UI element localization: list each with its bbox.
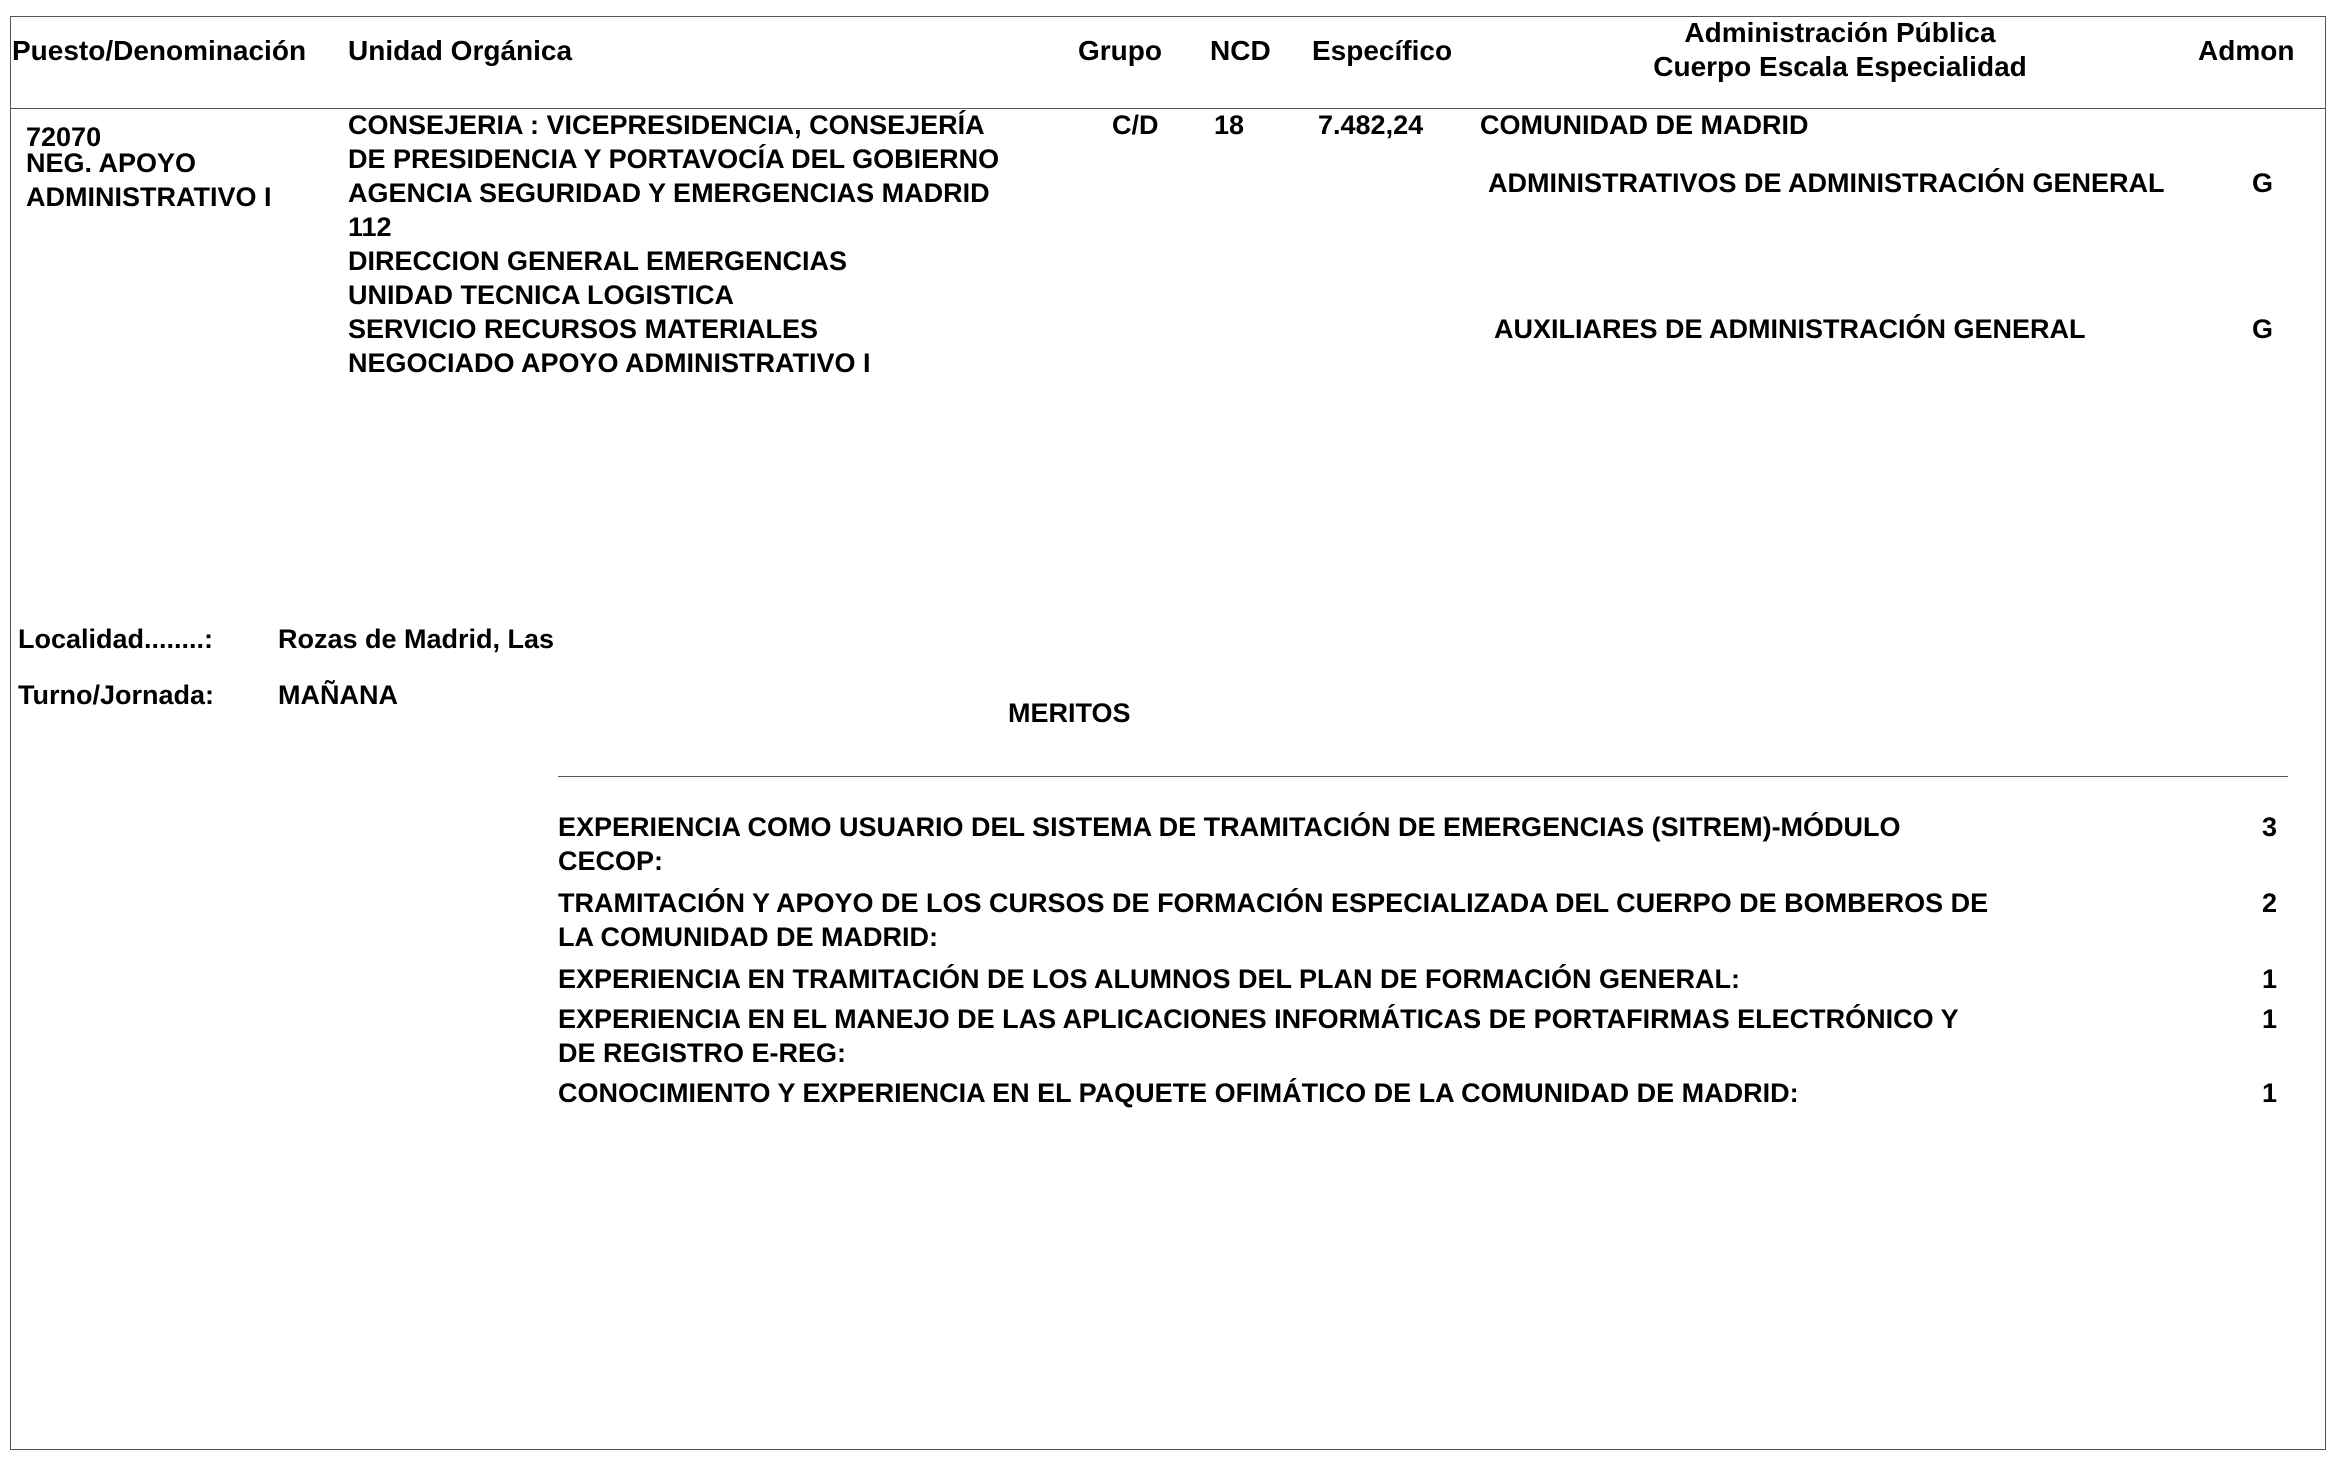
row-grupo: C/D <box>1112 110 1159 140</box>
unidad-line-5: DIRECCION GENERAL EMERGENCIAS <box>348 246 848 276</box>
meritos-divider <box>558 776 2288 777</box>
header-admin-publica: Administración Pública <box>1684 17 1996 48</box>
cuerpo-2-admon: G <box>2252 314 2274 344</box>
merito-4-line-2: DE REGISTRO E-REG: <box>558 1038 847 1068</box>
merito-4-points: 1 <box>2262 1004 2278 1034</box>
merito-2-line-1: TRAMITACIÓN Y APOYO DE LOS CURSOS DE FORMACIÓN ESPECIALIZADA DEL CUERPO DE BOMBEROS DE <box>558 888 1989 918</box>
merito-3-points: 1 <box>2262 964 2278 994</box>
header-puesto: Puesto/Denominación <box>12 35 307 66</box>
merito-2-line-2: LA COMUNIDAD DE MADRID: <box>558 922 938 952</box>
unidad-line-4: 112 <box>348 212 392 242</box>
merito-5-line-1: CONOCIMIENTO Y EXPERIENCIA EN EL PAQUETE OFIMÁTICO DE LA COMUNIDAD DE MADRID: <box>558 1078 1799 1108</box>
header-especifico: Específico <box>1312 35 1453 66</box>
header-ncd: NCD <box>1210 35 1271 66</box>
row-denominacion-2: ADMINISTRATIVO I <box>26 182 272 212</box>
turno-value: MAÑANA <box>278 680 398 710</box>
merito-1-line-1: EXPERIENCIA COMO USUARIO DEL SISTEMA DE TRAMITACIÓN DE EMERGENCIAS (SITREM)-MÓDULO <box>558 812 1901 842</box>
merito-3-line-1: EXPERIENCIA EN TRAMITACIÓN DE LOS ALUMNOS DEL PLAN DE FORMACIÓN GENERAL: <box>558 964 1741 994</box>
merito-2-points: 2 <box>2262 888 2278 918</box>
header-unidad: Unidad Orgánica <box>348 35 573 66</box>
cuerpo-2-name: AUXILIARES DE ADMINISTRACIÓN GENERAL <box>1494 314 2086 344</box>
localidad-label: Localidad........: <box>18 624 214 654</box>
header-admon: Admon <box>2198 35 2295 66</box>
row-especifico: 7.482,24 <box>1318 110 1424 140</box>
cuerpo-1-name: ADMINISTRATIVOS DE ADMINISTRACIÓN GENERAL <box>1488 168 2165 198</box>
merito-4-line-1: EXPERIENCIA EN EL MANEJO DE LAS APLICACIONES INFORMÁTICAS DE PORTAFIRMAS ELECTRÓNICO Y <box>558 1004 1959 1034</box>
meritos-title: MERITOS <box>1008 698 1131 728</box>
row-code: 72070 <box>26 122 102 152</box>
turno-label: Turno/Jornada: <box>18 680 215 710</box>
unidad-line-7: SERVICIO RECURSOS MATERIALES <box>348 314 819 344</box>
unidad-line-2: DE PRESIDENCIA Y PORTAVOCÍA DEL GOBIERNO <box>348 144 1000 174</box>
unidad-line-8: NEGOCIADO APOYO ADMINISTRATIVO I <box>348 348 871 378</box>
localidad-value: Rozas de Madrid, Las <box>278 624 555 654</box>
unidad-line-6: UNIDAD TECNICA LOGISTICA <box>348 280 734 310</box>
merito-5-points: 1 <box>2262 1078 2278 1108</box>
merito-1-points: 3 <box>2262 812 2278 842</box>
unidad-line-1: CONSEJERIA : VICEPRESIDENCIA, CONSEJERÍA <box>348 110 985 140</box>
row-administracion: COMUNIDAD DE MADRID <box>1480 110 1809 140</box>
header-grupo: Grupo <box>1078 35 1162 66</box>
cuerpo-1-admon: G <box>2252 168 2274 198</box>
unidad-line-3: AGENCIA SEGURIDAD Y EMERGENCIAS MADRID <box>348 178 990 208</box>
row-ncd: 18 <box>1214 110 1245 140</box>
row-denominacion-1: NEG. APOYO <box>26 148 197 178</box>
header-cuerpo-escala: Cuerpo Escala Especialidad <box>1653 51 2027 82</box>
merito-1-line-2: CECOP: <box>558 846 664 876</box>
